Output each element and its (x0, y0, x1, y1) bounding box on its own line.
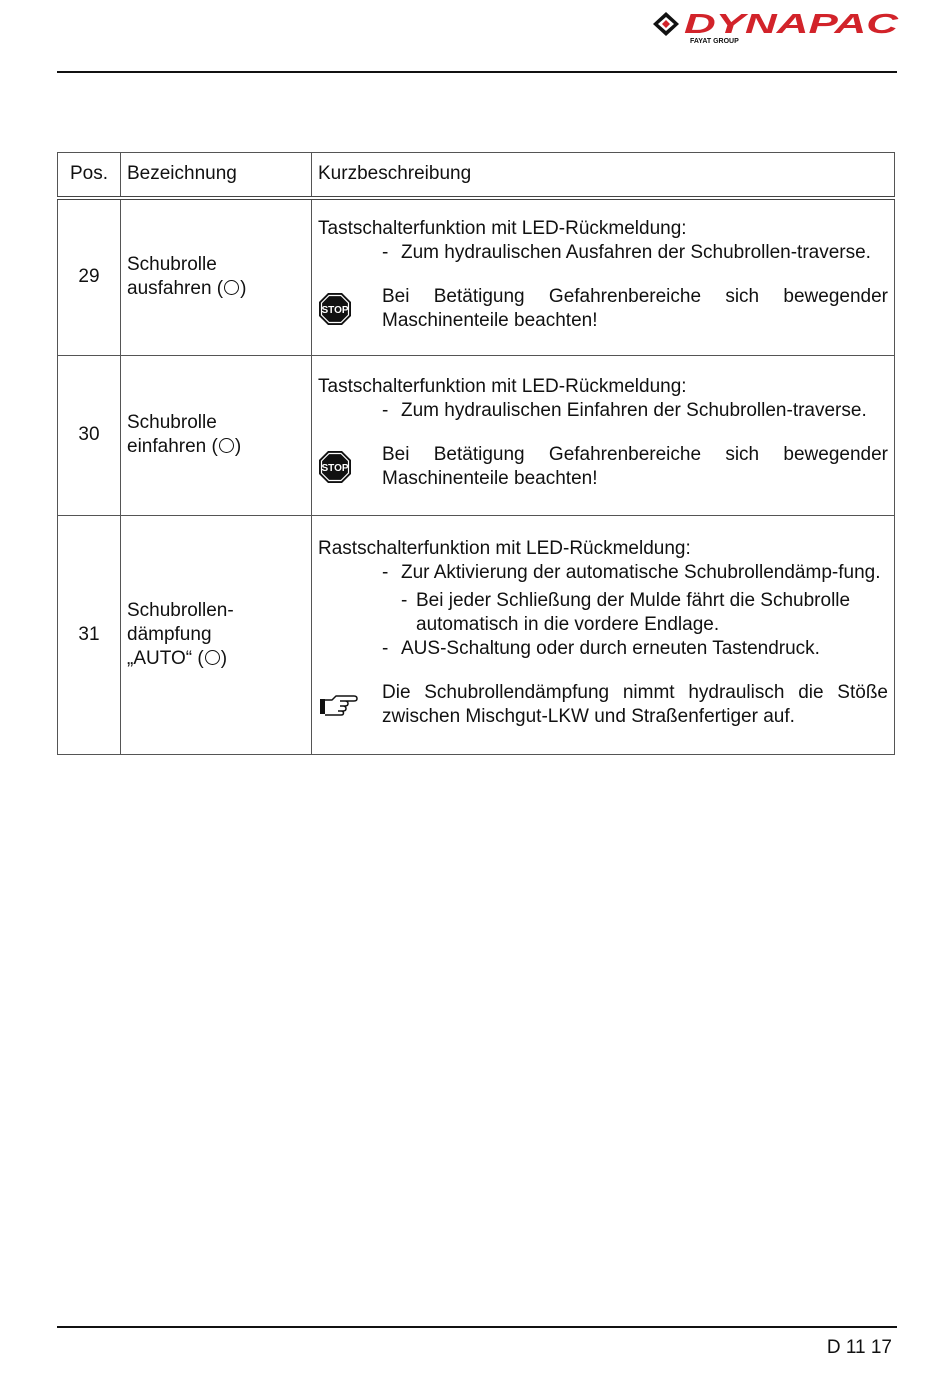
stop-icon (318, 450, 352, 484)
page-number: D 11 17 (826, 1337, 892, 1358)
name-line: ausfahren ( ) (127, 278, 247, 300)
desc-item: - AUS-Schaltung oder durch erneuten Tastendruck. (382, 637, 820, 659)
header-rule (57, 71, 897, 73)
desc-item: - Zum hydraulischen Einfahren der Schubrollen-traverse. (382, 400, 867, 421)
row-name (121, 355, 312, 515)
led-circle-icon (224, 280, 239, 295)
row-pos: 31 (58, 515, 121, 754)
svg-text:STOP: STOP (321, 305, 349, 317)
row-desc (312, 198, 895, 355)
row-pos: 30 (58, 355, 121, 515)
desc-item: - Zur Aktivierung der automatische Schubrollendämp-fung. (382, 561, 881, 583)
desc-intro: Tastschalterfunktion mit LED-Rückmeldung: (318, 218, 687, 240)
row-name (121, 515, 312, 754)
name-line: Schubrolle (127, 412, 217, 433)
logo-diamond-icon (653, 12, 679, 36)
header-desc: Kurzbeschreibung (312, 153, 895, 199)
info-note (318, 681, 888, 729)
function-table (57, 152, 895, 755)
brand-subtitle: FAYAT GROUP (690, 38, 739, 45)
header-name: Bezeichnung (121, 153, 312, 199)
led-circle-icon (219, 438, 234, 453)
name-line: Schubrollen- (127, 599, 234, 621)
desc-intro: Rastschalterfunktion mit LED-Rückmeldung: (318, 537, 691, 559)
desc-subitem: - Bei jeder Schließung der Mulde fährt die Schubrolle automatisch in die vordere Endlage. (401, 589, 851, 635)
brand-wordmark: DYNAPAC (684, 8, 900, 39)
note-text: Die Schubrollendämpfung nimmt hydraulisch die Stöße zwischen Mischgut-LKW und Straßenfertiger auf. (382, 681, 888, 727)
name-line: einfahren ( ) (127, 436, 242, 457)
name-line: Schubrolle (127, 254, 217, 276)
header-pos: Pos. (58, 153, 121, 199)
pointing-hand-icon (318, 693, 358, 717)
stop-icon (318, 292, 352, 326)
name-line: dämpfung (127, 623, 212, 645)
table-row (58, 198, 895, 355)
footer-rule (57, 1326, 897, 1328)
table-header-row (58, 153, 895, 199)
note-text: Bei Betätigung Gefahrenbereiche sich bewegender Maschinenteile beachten! (382, 286, 888, 332)
warning-note (318, 285, 888, 333)
row-pos: 29 (58, 198, 121, 355)
note-text: Bei Betätigung Gefahrenbereiche sich bewegender Maschinenteile beachten! (382, 444, 888, 489)
warning-note (318, 443, 888, 491)
brand-logo (652, 6, 902, 48)
name-line: „AUTO“ ( ) (127, 647, 228, 669)
row-name (121, 198, 312, 355)
table-row (58, 355, 895, 515)
desc-intro: Tastschalterfunktion mit LED-Rückmeldung: (318, 376, 687, 397)
svg-text:STOP: STOP (321, 463, 349, 474)
row-desc (312, 355, 895, 515)
table-row (58, 515, 895, 754)
led-circle-icon (205, 650, 220, 665)
row-desc (312, 515, 895, 754)
desc-item: - Zum hydraulischen Ausfahren der Schubrollen-traverse. (382, 242, 871, 264)
